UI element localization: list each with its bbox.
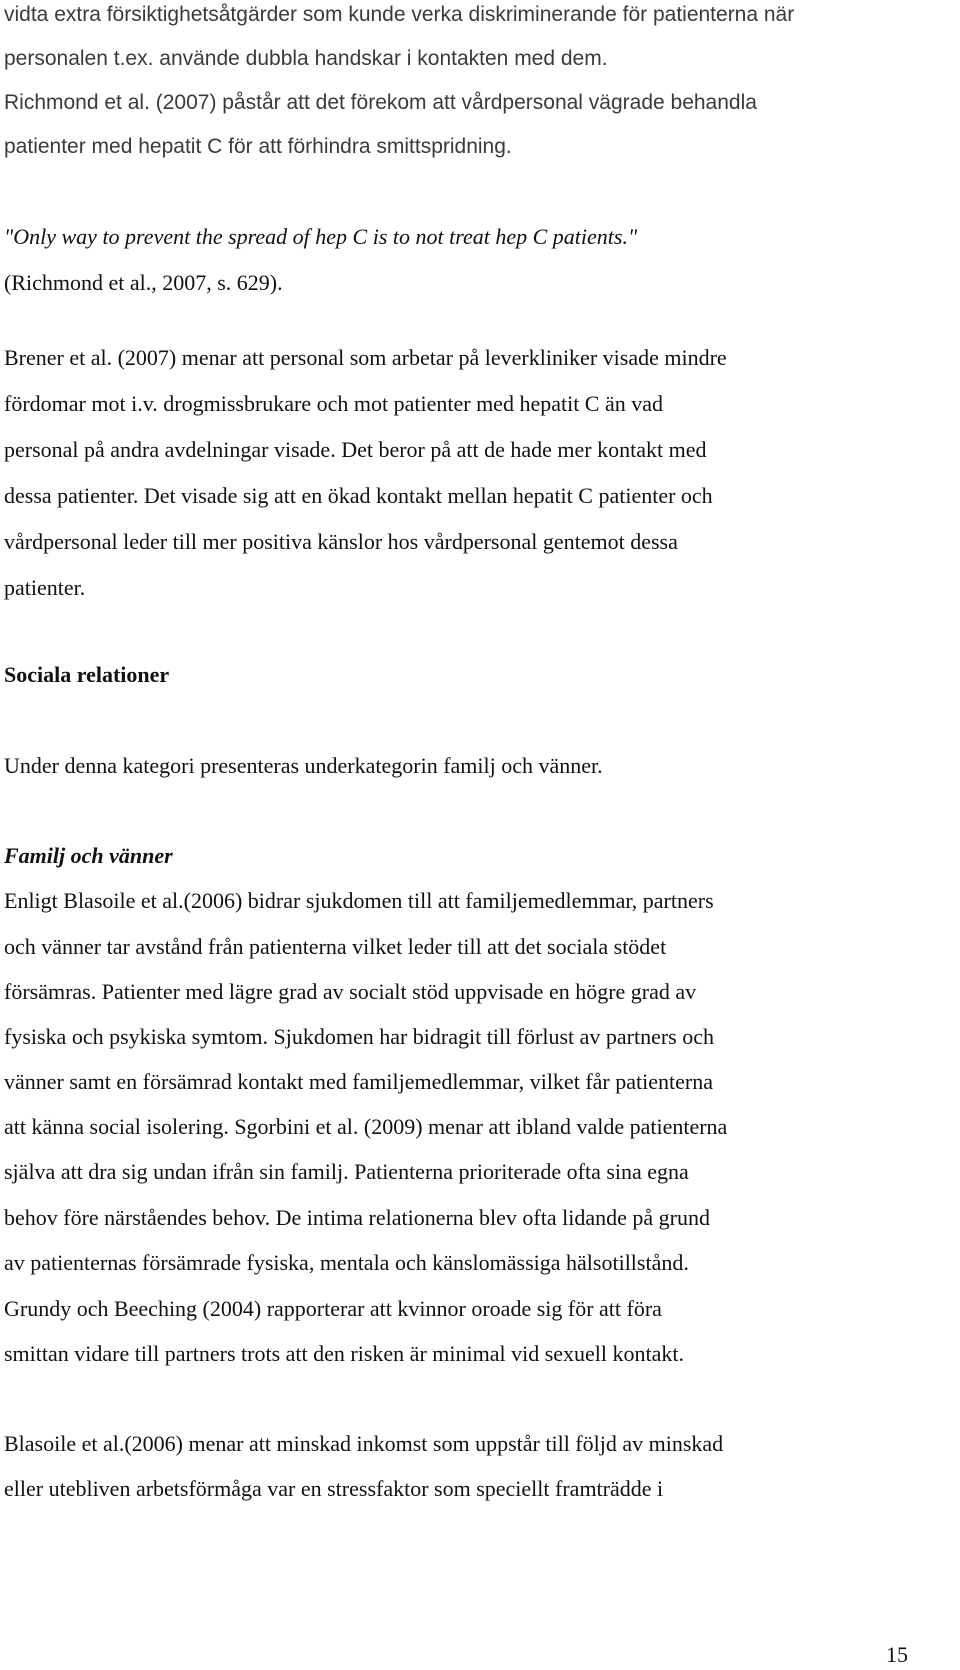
text-line: Blasoile et al.(2006) menar att minskad inkomst som uppstår till följd av minskad (4, 1431, 724, 1456)
text-line: försämras. Patienter med lägre grad av socialt stöd uppvisade en högre grad av (4, 979, 697, 1004)
text-line: vidta extra försiktighetsåtgärder som kunde verka diskriminerande för patienterna när (4, 3, 795, 26)
text-line: personal på andra avdelningar visade. Det beror på att de hade mer kontakt med (4, 437, 707, 462)
text-line: att känna social isolering. Sgorbini et al. (2009) menar att ibland valde patienterna (4, 1114, 728, 1139)
text-line: patienter. (4, 575, 86, 600)
text-line: vårdpersonal leder till mer positiva känslor hos vårdpersonal gentemot dessa (4, 529, 678, 554)
text-line: av patienternas försämrade fysiska, mentala och känslomässiga hälsotillstånd. (4, 1250, 689, 1275)
text-line: Richmond et al. (2007) påstår att det förekom att vårdpersonal vägrade behandla (4, 91, 757, 114)
text-line: behov före närståendes behov. De intima relationerna blev ofta lidande på grund (4, 1205, 710, 1230)
page-number: 15 (886, 1642, 908, 1667)
text-line: Under denna kategori presenteras underkategorin familj och vänner. (4, 753, 603, 778)
section-heading: Sociala relationer (4, 662, 170, 687)
text-line: Grundy och Beeching (2004) rapporterar att kvinnor oroade sig för att föra (4, 1296, 662, 1321)
text-line: fördomar mot i.v. drogmissbrukare och mot patienter med hepatit C än vad (4, 391, 664, 416)
text-line: personalen t.ex. använde dubbla handskar i kontakten med dem. (4, 47, 608, 70)
text-line: Brener et al. (2007) menar att personal som arbetar på leverkliniker visade mindre (4, 345, 727, 370)
text-line: och vänner tar avstånd från patienterna vilket leder till att det sociala stödet (4, 934, 667, 959)
text-line: själva att dra sig undan ifrån sin familj. Patienterna prioriterade ofta sina egna (4, 1159, 689, 1184)
text-line: patienter med hepatit C för att förhindra smittspridning. (4, 135, 512, 158)
subsection-heading: Familj och vänner (4, 843, 173, 868)
text-line: smittan vidare till partners trots att den risken är minimal vid sexuell kontakt. (4, 1341, 685, 1366)
text-line: fysiska och psykiska symtom. Sjukdomen har bidragit till förlust av partners och (4, 1024, 715, 1049)
text-line: dessa patienter. Det visade sig att en ökad kontakt mellan hepatit C patienter och (4, 483, 713, 508)
text-line: Enligt Blasoile et al.(2006) bidrar sjukdomen till att familjemedlemmar, partners (4, 888, 714, 913)
quote-citation: (Richmond et al., 2007, s. 629). (4, 270, 283, 295)
text-line: eller utebliven arbetsförmåga var en stressfaktor som speciellt framträdde i (4, 1476, 664, 1501)
block-quote: "Only way to prevent the spread of hep C is to not treat hep C patients." (4, 224, 638, 249)
text-line: vänner samt en försämrad kontakt med familjemedlemmar, vilket får patienterna (4, 1069, 713, 1094)
